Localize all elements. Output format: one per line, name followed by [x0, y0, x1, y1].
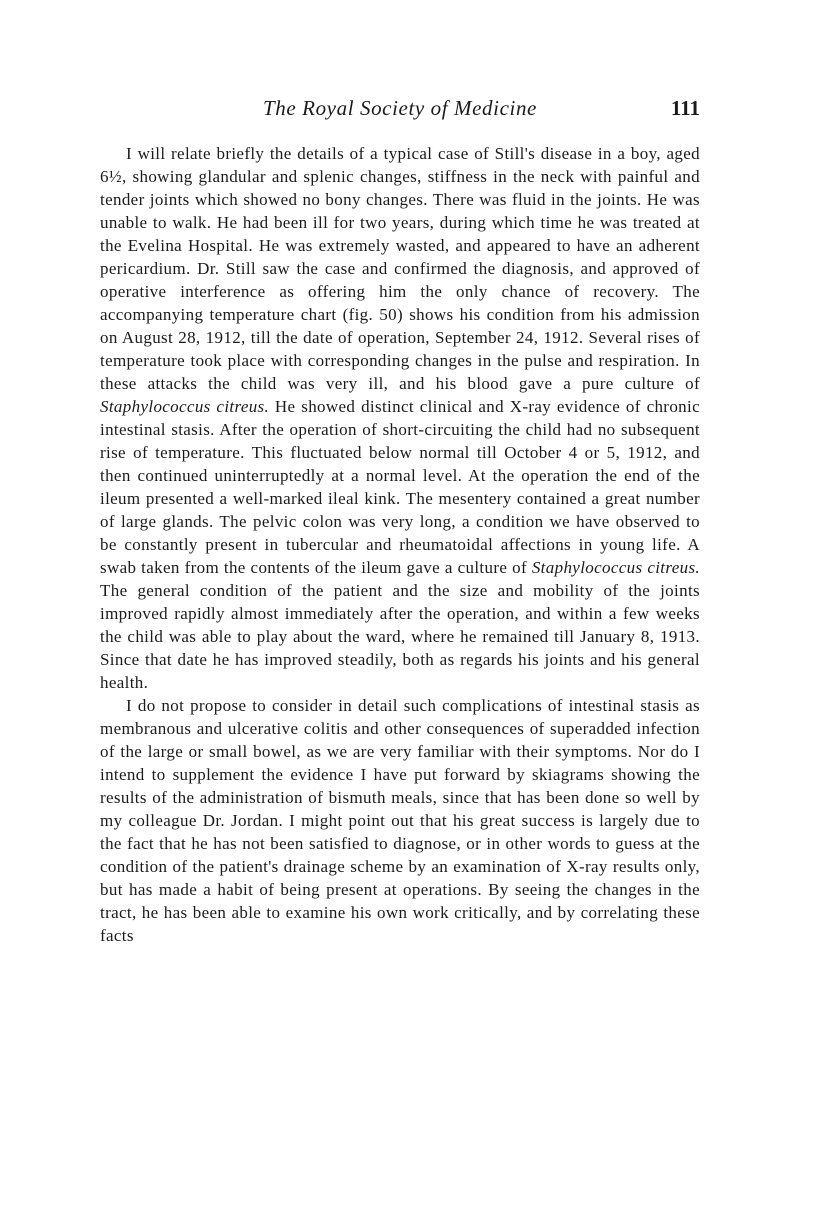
text-run: The general condition of the patient and the size and mobility of the joints improved rapidly almost immediately after the operation, and within a few weeks the child was able to play about the ward, where he remained till January 8, 1913. Since that date he has improved steadily, both as regards his joints and his general health. [100, 581, 700, 692]
paragraph [100, 694, 700, 947]
text-run: I will relate briefly the details of a typical case of Still's disease in a boy, aged 6½, showing glandular and splenic changes, stiffness in the neck with painful and tender joints which showed no bony changes. There was fluid in the joints. He was unable to walk. He had been ill for two years, during which time he was treated at the Evelina Hospital. He was extremely wasted, and appeared to have an adherent pericardium. Dr. Still saw the case and confirmed the diagnosis, and approved of operative interference as offering him the only chance of recovery. The accompanying temperature chart (fig. 50) shows his condition from his admission on August 28, 1912, till the date of operation, September 24, 1912. Several rises of temperature took place with corresponding changes in the pulse and respiration. In these attacks the child was very ill, and his blood gave a pure culture of [100, 144, 700, 393]
body-text [100, 142, 700, 947]
page-number: 111 [670, 96, 700, 120]
running-head [100, 96, 700, 130]
text-run: He showed distinct clinical and X-ray evidence of chronic intestinal stasis. After the operation of short-circuiting the child had no subsequent rise of temperature. This fluctuated below normal till October 4 or 5, 1912, and then continued uninterruptedly at a normal level. At the operation the end of the ileum presented a well-marked ileal kink. The mesentery contained a great number of large glands. The pelvic colon was very long, a condition we have observed to be constantly present in tubercular and rheumatoidal affections in young life. A swab taken from the contents of the ileum gave a culture of [100, 397, 700, 577]
page [100, 96, 700, 947]
journal-title: The Royal Society of Medicine [263, 96, 537, 120]
text-run: I do not propose to consider in detail such complications of intestinal stasis as membranous and ulcerative colitis and other consequences of superadded infection of the large or small bowel, as we are very familiar with their symptoms. Nor do I intend to supplement the evidence I have put forward by skiagrams showing the results of the administration of bismuth meals, since that has been done so well by my colleague Dr. Jordan. I might point out that his great success is largely due to the fact that he has not been satisfied to diagnose, or in other words to guess at the condition of the patient's drainage scheme by an examination of X-ray results only, but has made a habit of being present at operations. By seeing the changes in the tract, he has been able to examine his own work critically, and by correlating these facts [100, 696, 700, 945]
italic-species-name: Staphylococcus citreus. [100, 397, 270, 416]
paragraph [100, 142, 700, 694]
italic-species-name: Staphylococcus citreus. [531, 558, 701, 577]
